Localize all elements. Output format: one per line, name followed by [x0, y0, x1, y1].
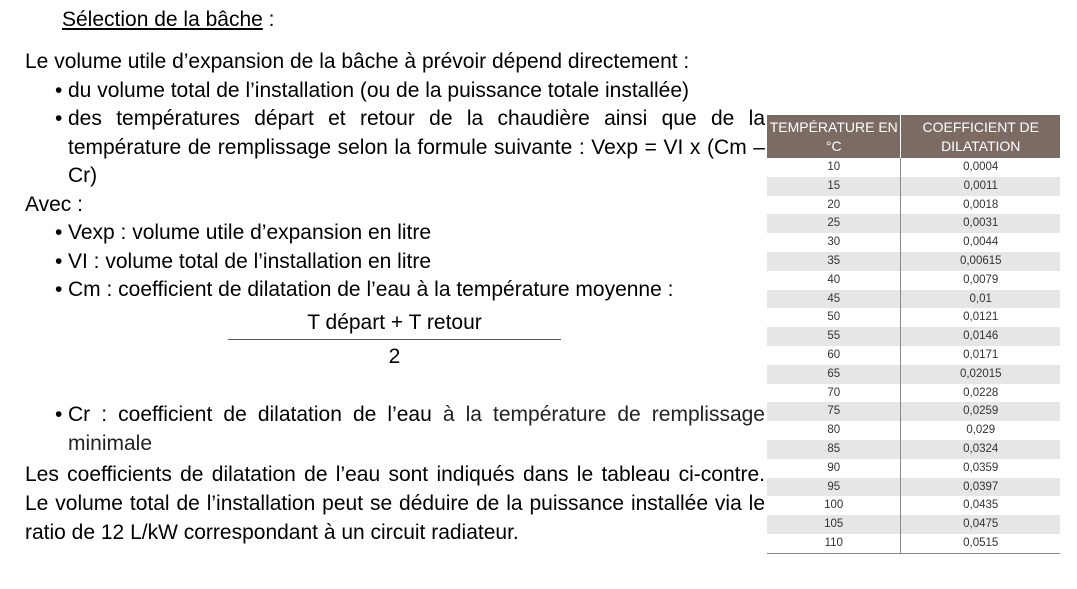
coefficient-cell: 0,0146 — [901, 327, 1060, 346]
coefficient-cell: 0,02015 — [901, 365, 1060, 384]
temperature-cell: 15 — [767, 177, 901, 196]
table-row — [767, 158, 1060, 177]
temperature-cell: 105 — [767, 515, 901, 534]
temperature-cell: 75 — [767, 402, 901, 421]
coefficient-cell: 0,0397 — [901, 478, 1060, 497]
header-coefficient: COEFFICIENT DE DILATATION — [901, 115, 1060, 158]
bullet-vexp: • Vexp : volume utile d’expansion en litre — [25, 219, 765, 248]
table-body — [767, 158, 1060, 553]
table-row — [767, 252, 1060, 271]
cr-part2: à la température de remplissage minimale — [68, 403, 765, 455]
table-row — [767, 440, 1060, 459]
coefficient-cell: 0,0515 — [901, 534, 1060, 553]
temperature-cell: 10 — [767, 158, 901, 177]
bullet-volume: • du volume total de l’installation (ou de la puissance totale installée) — [25, 77, 765, 106]
fraction-numerator: T départ + T retour — [228, 311, 561, 340]
temperature-cell: 70 — [767, 384, 901, 403]
coefficient-cell: 0,0435 — [901, 496, 1060, 515]
bullet-temperatures: • des températures départ et retour de la chaudière ainsi que de la température de remplissage selon la formule suivante : Vexp = VI x (Cm – Cr) — [25, 105, 765, 191]
header-temperature: TEMPÉRATURE EN °C — [767, 115, 901, 158]
temperature-cell: 85 — [767, 440, 901, 459]
temperature-cell: 100 — [767, 496, 901, 515]
intro-paragraph: Le volume utile d’expansion de la bâche à prévoir dépend directement : — [25, 50, 690, 73]
temperature-cell: 60 — [767, 346, 901, 365]
bullet-cm: • Cm : coefficient de dilatation de l’eau à la température moyenne : — [25, 276, 765, 305]
table-row — [767, 421, 1060, 440]
fraction-denominator: 2 — [388, 345, 401, 368]
table-row — [767, 290, 1060, 309]
coefficient-cell: 0,0475 — [901, 515, 1060, 534]
cr-definition — [25, 401, 765, 458]
coefficient-cell: 0,01 — [901, 290, 1060, 309]
cr-part1: Cr : coefficient de dilatation de l’eau — [68, 403, 432, 426]
coefficient-cell: 0,00615 — [901, 252, 1060, 271]
coefficient-cell: 0,029 — [901, 421, 1060, 440]
temperature-cell: 55 — [767, 327, 901, 346]
coefficient-cell: 0,0044 — [901, 233, 1060, 252]
table-row — [767, 478, 1060, 497]
temperature-cell: 45 — [767, 290, 901, 309]
title-suffix: : — [262, 8, 275, 31]
title-label: Sélection de la bâche — [62, 8, 263, 31]
coefficient-cell: 0,0031 — [901, 214, 1060, 233]
temperature-cell: 90 — [767, 459, 901, 478]
table-row — [767, 365, 1060, 384]
temperature-cell: 35 — [767, 252, 901, 271]
table-row — [767, 196, 1060, 215]
coefficient-cell: 0,0228 — [901, 384, 1060, 403]
coefficient-cell: 0,0359 — [901, 459, 1060, 478]
temperature-cell: 40 — [767, 271, 901, 290]
avec-label: Avec : — [25, 192, 83, 216]
temperature-cell: 95 — [767, 478, 901, 497]
temperature-cell: 25 — [767, 214, 901, 233]
temperature-cell: 20 — [767, 196, 901, 215]
coefficient-cell: 0,0079 — [901, 271, 1060, 290]
page-title — [62, 8, 274, 32]
temperature-cell: 50 — [767, 308, 901, 327]
table-row — [767, 402, 1060, 421]
temperature-cell: 110 — [767, 534, 901, 553]
table-row — [767, 515, 1060, 534]
table-header-row — [767, 115, 1060, 158]
temperature-cell: 65 — [767, 365, 901, 384]
table-row — [767, 534, 1060, 553]
bullet-vi: • VI : volume total de l’installation en litre — [25, 248, 765, 277]
coefficient-cell: 0,0121 — [901, 308, 1060, 327]
coefficient-cell: 0,0011 — [901, 177, 1060, 196]
coefficient-table — [767, 115, 1060, 554]
coefficient-cell: 0,0259 — [901, 402, 1060, 421]
bullet-cr — [25, 401, 765, 458]
table-row — [767, 459, 1060, 478]
fraction-formula — [228, 311, 561, 369]
table-row — [767, 346, 1060, 365]
table-row — [767, 384, 1060, 403]
coefficient-cell: 0,0171 — [901, 346, 1060, 365]
table-row — [767, 177, 1060, 196]
table-row — [767, 214, 1060, 233]
table-row — [767, 496, 1060, 515]
coefficient-cell: 0,0004 — [901, 158, 1060, 177]
coefficient-cell: 0,0018 — [901, 196, 1060, 215]
main-text — [25, 48, 765, 305]
temperature-cell: 80 — [767, 421, 901, 440]
table-row — [767, 233, 1060, 252]
footer-paragraph: Les coefficients de dilatation de l’eau sont indiqués dans le tableau ci-contre. Le volume total de l’installation peut se déduire de la puissance installée via le ratio de 12 L/kW correspondant à un circuit radiateur. — [25, 463, 765, 544]
temperature-cell: 30 — [767, 233, 901, 252]
table-row — [767, 308, 1060, 327]
table-row — [767, 271, 1060, 290]
coefficient-cell: 0,0324 — [901, 440, 1060, 459]
table-row — [767, 327, 1060, 346]
